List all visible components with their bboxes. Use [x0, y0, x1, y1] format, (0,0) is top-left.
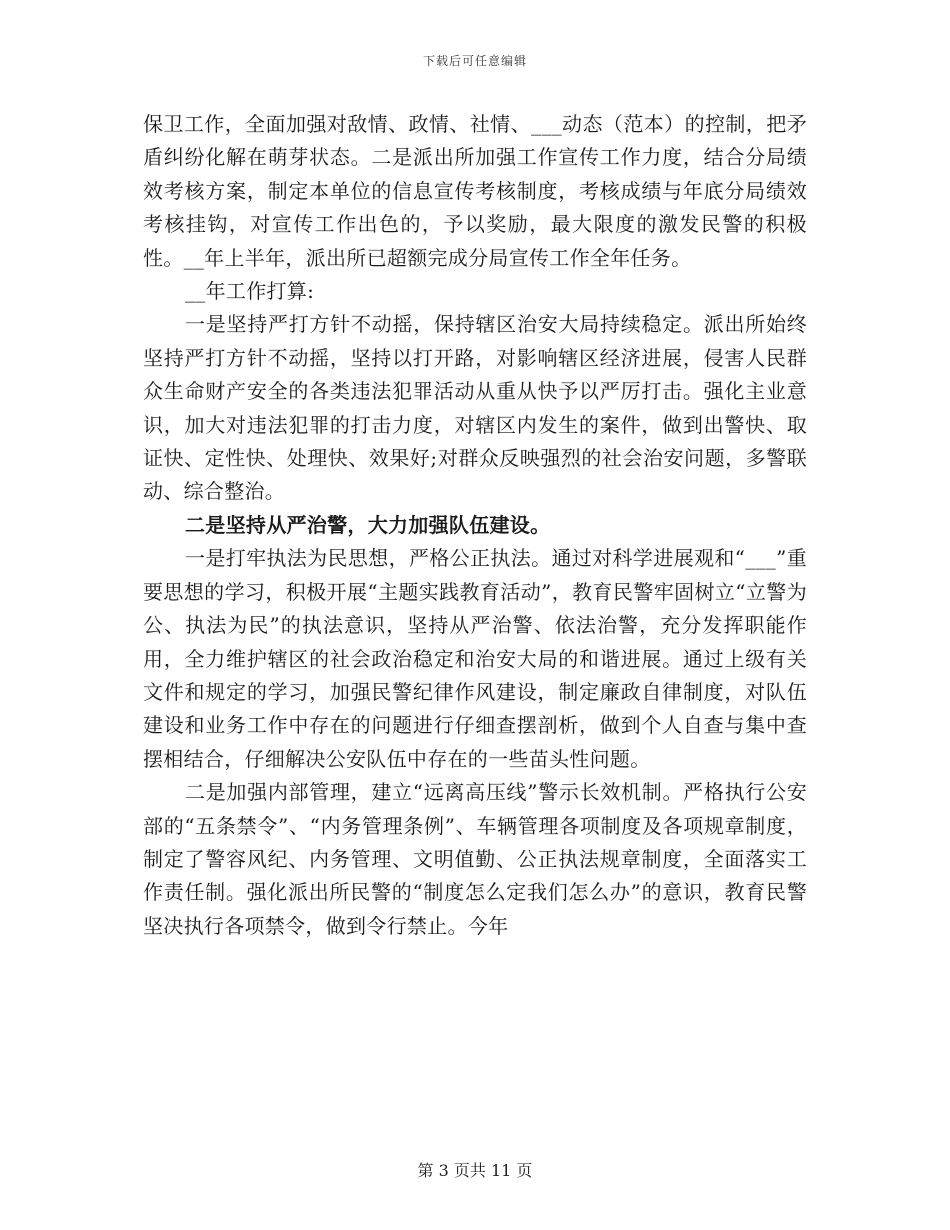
paragraph-continuation: 保卫工作，全面加强对敌情、政情、社情、___动态（范本）的控制，把矛盾纠纷化解在萌芽状态。二是派出所加强工作宣传工作力度，结合分局绩效考核方案，制定本单位的信息宣传考核制度，考核成绩与年底分局绩效考核挂钩，对宣传工作出色的，予以奖励，最大限度的激发民警的积极性。__年上半年，派出所已超额完成分局宣传工作全年任务。 — [143, 112, 807, 270]
paragraph-internal-management: 二是加强内部管理，建立“远离高压线”警示长效机制。严格执行公安部的“五条禁令”、“内务管理条例”、车辆管理各项制度及各项规章制度，制定了警容风纪、内务管理、文明值勤、公正执法规章制度，全面落实工作责任制。强化派出所民警的“制度怎么定我们怎么办”的意识，教育民警坚决执行各项禁令，做到令行禁止。今年 — [143, 780, 807, 938]
page-header-note: 下载后可任意编辑 — [422, 54, 527, 68]
paragraph-plan-heading: __年工作打算: — [185, 279, 315, 304]
paragraph-law-enforcement: 一是打牢执法为民思想，严格公正执法。通过对科学进展观和“___”重要思想的学习，积极开展“主题实践教育活动”，教育民警牢固树立“立警为公、执法为民”的执法意识，坚持从严治警、依法治警，充分发挥职能作用，全力维护辖区的社会政治稳定和治安大局的和谐进展。通过上级有关文件和规定的学习，加强民警纪律作风建设，制定廉政自律制度，对队伍建设和业务工作中存在的问题进行仔细查摆剖析，做到个人自查与集中查摆相结合，仔细解决公安队伍中存在的一些苗头性问题。 — [143, 546, 807, 771]
section-heading-team-building: 二是坚持从严治警，大力加强队伍建设。 — [185, 512, 551, 537]
paragraph-strike-hard: 一是坚持严打方针不动摇，保持辖区治安大局持续稳定。派出所始终坚持严打方针不动摇，坚持以打开路，对影响辖区经济进展，侵害人民群众生命财产安全的各类违法犯罪活动从重从快予以严厉打击。强化主业意识，加大对违法犯罪的打击力度，对辖区内发生的案件，做到出警快、取证快、定性快、处理快、效果好;对群众反映强烈的社会治安问题，多警联动、综合整治。 — [143, 312, 807, 504]
page-number-footer: 第 3 页共 11 页 — [417, 1161, 533, 1180]
document-body — [143, 108, 807, 943]
